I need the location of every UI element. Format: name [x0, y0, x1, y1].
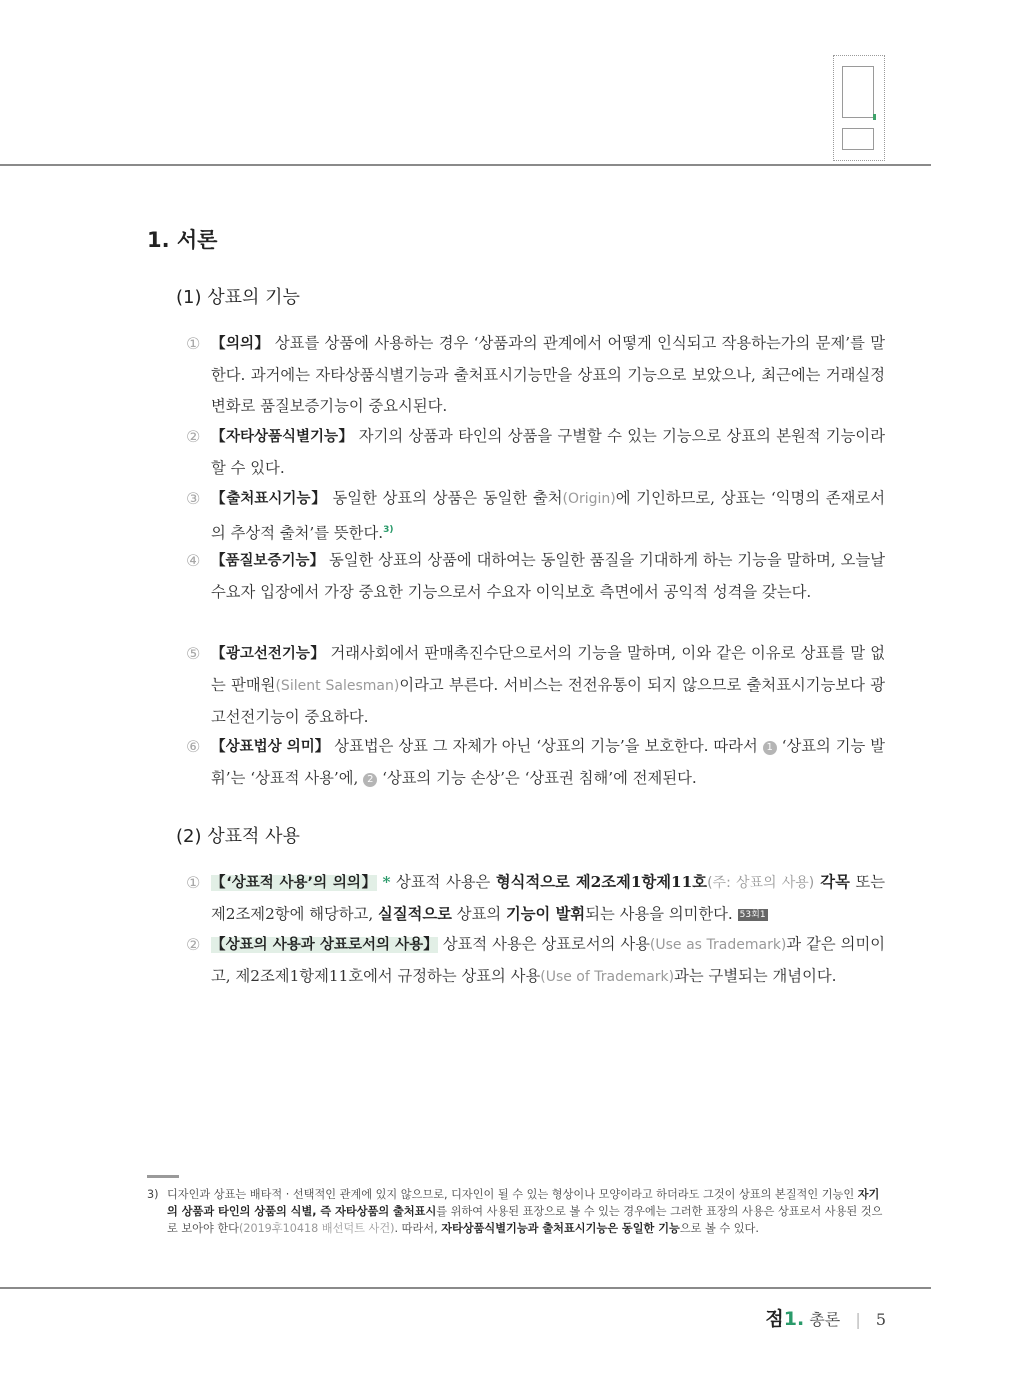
item-text: 상표법은 상표 그 자체가 아닌 ‘상표의 기능’을 보호한다. 따라서 — [329, 737, 763, 755]
item-number: ⑤ — [186, 644, 201, 663]
door-panel-top — [842, 66, 874, 118]
footnote-text: 으로 볼 수 있다. — [679, 1222, 759, 1235]
item-text: 동일한 상표의 상품에 대하여는 동일한 품질을 기대하게 하는 기능을 말하며, 오늘날 수요자 입장에서 가장 중요한 기능으로서 수요자 이익보호 측면에서 공익적 성격을 갖는다. — [211, 551, 886, 601]
door-icon — [833, 55, 885, 161]
item-text: 에 기인하므로, 상표는 ‘익명의 존재로서의 추상적 출처’를 뜻한다. — [211, 489, 885, 543]
item-text: 상표의 — [451, 905, 506, 923]
item-text: 상표를 상품에 사용하는 경우 ‘상품과의 관계에서 어떻게 인식되고 작용하는가의 문제’를 말한다. 과거에는 자타상품식별기능과 출처표시기능만을 상표의 기능으로 보았으나, 최근에는 거래실정 변화로 품질보증기능이 중요시된다. — [211, 334, 885, 415]
footnote-case: (2019후10418 배선덕트 사건) — [238, 1222, 395, 1235]
item-text: 과는 구별되는 개념이다. — [674, 967, 837, 985]
page-footer — [765, 1304, 886, 1331]
item-tag: 【의의】 — [211, 336, 270, 352]
item-paren: (주: 상표의 사용) — [707, 875, 815, 891]
item-tag: 【상표법상 의미】 — [211, 739, 330, 755]
item-emphasis: 각목 — [814, 873, 850, 891]
footnote-emphasis: 자기의 상품과 타인의 상품의 식별, 즉 자타상품의 출처표시 — [167, 1188, 880, 1218]
footnote-reference[interactable]: 3) — [383, 525, 394, 535]
list-item — [188, 545, 885, 608]
item-emphasis: 실질적으로 — [378, 905, 452, 923]
list-item — [188, 638, 885, 733]
footnote-text: . 따라서, — [394, 1222, 442, 1235]
subsection-title-use: (2) 상표적 사용 — [176, 826, 300, 847]
star-marker: * — [382, 873, 391, 891]
item-text: 자기의 상품과 타인의 상품을 구별할 수 있는 기능으로 상표의 본원적 기능이라 할 수 있다. — [211, 427, 885, 477]
chapter-label — [765, 1308, 804, 1330]
footnote-emphasis: 자타상품식별기능과 출처표시기능은 동일한 기능 — [441, 1222, 680, 1235]
chapter-title: 총론 — [809, 1310, 841, 1329]
footer-rule — [0, 1287, 931, 1289]
footnote-text: 디자인과 상표는 배타적 · 선택적인 관계에 있지 않으므로, 디자인이 될 수 있는 형상이나 모양이라고 하더라도 그것이 상표의 본질적인 기능인 — [167, 1188, 858, 1201]
footer-separator: | — [855, 1310, 861, 1329]
list-item — [188, 867, 885, 930]
chapter-number: 1. — [783, 1308, 805, 1330]
footnote — [147, 1186, 887, 1237]
item-paren: (Origin) — [562, 491, 616, 507]
item-number: ① — [186, 873, 201, 892]
item-tag: 【‘상표적 사용’의 의의】 — [211, 875, 377, 891]
item-tag: 【자타상품식별기능】 — [211, 429, 354, 445]
item-tag: 【상표의 사용과 상표로서의 사용】 — [211, 937, 438, 953]
item-paren: (Use as Trademark) — [649, 937, 787, 953]
item-number: ⑥ — [186, 737, 201, 756]
exam-badge: 53회1 — [739, 910, 766, 920]
chapter-prefix: 점 — [765, 1308, 784, 1330]
footnote-number: 3) — [147, 1188, 159, 1201]
list-item — [188, 731, 885, 794]
list-item — [188, 929, 885, 993]
list-item — [188, 421, 885, 484]
item-text: ‘상표의 기능 발휘’는 ‘상표적 사용’에, — [211, 737, 885, 787]
item-text: 동일한 상표의 상품은 동일한 출처 — [326, 489, 563, 507]
item-emphasis: 형식적으로 제2조제1항제11호 — [495, 873, 708, 891]
item-tag: 【광고선전기능】 — [211, 646, 326, 662]
item-text: 되는 사용을 의미한다. — [585, 905, 738, 923]
item-number: ② — [186, 935, 201, 954]
section-title: 1. 서론 — [147, 228, 218, 252]
item-text: 상표적 사용은 — [390, 873, 496, 891]
item-tag: 【품질보증기능】 — [211, 553, 325, 569]
item-text: 거래사회에서 판매촉진수단으로서의 기능을 말하며, 이와 같은 이유로 상표를 말 없는 판매원 — [211, 644, 886, 694]
item-number: ① — [186, 334, 201, 353]
item-paren: (Silent Salesman) — [275, 678, 400, 694]
page-number: 5 — [875, 1310, 886, 1329]
list-item — [188, 328, 885, 422]
item-text: ‘상표의 기능 손상’은 ‘상표권 침해’에 전제된다. — [377, 769, 697, 787]
item-emphasis: 기능이 발휘 — [506, 905, 586, 923]
item-number: ② — [186, 427, 201, 446]
footnote-text: 를 위하여 사용된 표장으로 볼 수 있는 경우에는 그러한 표장의 사용은 상표로서 사용된 것으로 보아야 한다 — [167, 1205, 883, 1235]
door-knob — [873, 114, 876, 120]
item-text: 과 같은 의미이고, 제2조제1항제11호에서 규정하는 상표의 사용 — [211, 935, 885, 985]
list-item — [188, 483, 885, 549]
circled-number: 1 — [763, 741, 777, 755]
item-text: 상표적 사용은 상표로서의 사용 — [437, 935, 650, 953]
footnote-rule — [147, 1175, 179, 1178]
item-paren: (Use of Trademark) — [540, 969, 675, 985]
item-number: ③ — [186, 489, 201, 508]
item-tag: 【출처표시기능】 — [211, 491, 327, 507]
item-text: 또는 제2조제2항에 해당하고, — [211, 873, 886, 923]
item-text: 이라고 부른다. 서비스는 전전유통이 되지 않으므로 출처표시기능보다 광고선전기능이 중요하다. — [211, 676, 885, 726]
item-number: ④ — [186, 551, 201, 570]
circled-number: 2 — [363, 773, 377, 787]
subsection-title-functions: (1) 상표의 기능 — [176, 287, 300, 308]
header-rule — [0, 164, 931, 166]
door-panel-bottom — [842, 128, 874, 150]
